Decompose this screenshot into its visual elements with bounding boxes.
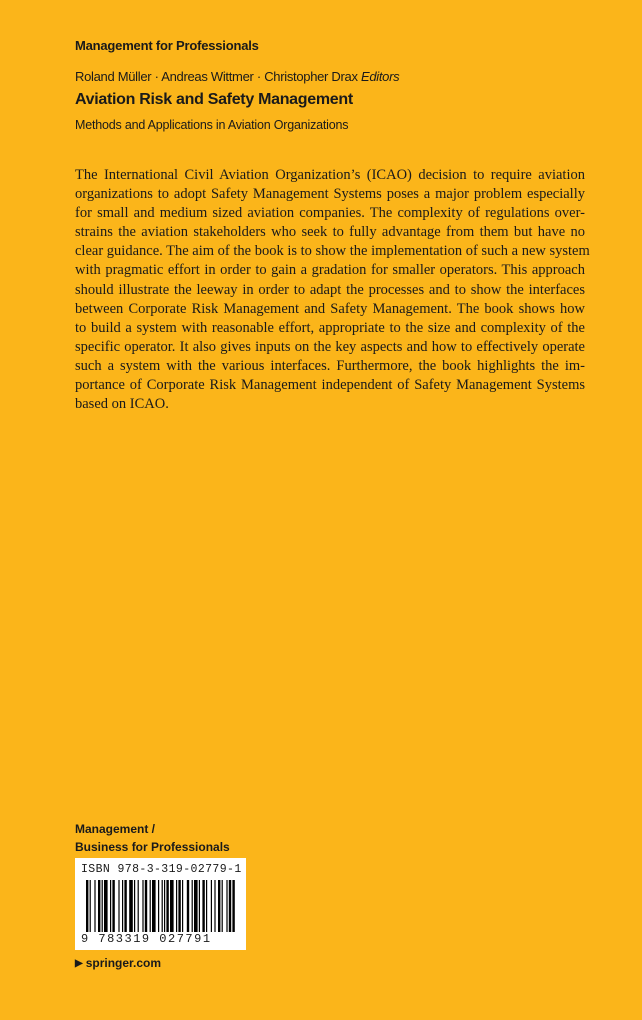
barcode-bar [211,880,212,932]
series-title: Management for Professionals [75,38,259,53]
barcode-bar [162,880,163,932]
barcode-bar [226,880,227,932]
description-line: clear guidance. The aim of the book is to show the implementation of such a new system [75,243,590,260]
barcode-bar [176,880,177,932]
category-line: Management / [75,822,156,836]
barcode-bar [232,880,234,932]
barcode-bar [129,880,133,932]
description-line: specific operator. It also gives inputs on the key aspects and how to effectively operate [75,338,585,355]
barcode-bar [164,880,165,932]
barcode-bar [152,880,156,932]
barcode-bar [199,880,200,932]
barcode-bar [150,880,151,932]
barcode-bar [206,880,207,932]
barcode-bar [218,880,220,932]
barcode-bar [187,880,189,932]
barcode-bar [229,880,231,932]
description-line: between Corporate Risk Management and Safety Management. The book shows how [75,300,585,317]
barcode-number: 9 783319 027791 [81,932,212,946]
editor-names: Roland Müller · Andreas Wittmer · Christopher Drax [75,69,358,84]
description-line: with pragmatic effort in order to gain a gradation for smaller operators. This approach [75,262,585,279]
barcode-bar [178,880,180,932]
barcode-bar [134,880,135,932]
description-line: to build a system with reasonable effort, appropriate to the size and complexity of the [75,319,585,336]
description-line: based on ICAO. [75,396,169,413]
book-description [75,166,590,414]
description-line: for small and medium sized aviation companies. The complexity of regulations over- [75,205,585,222]
book-title: Aviation Risk and Safety Management [75,91,353,108]
description-line: The International Civil Aviation Organization’s (ICAO) decision to require aviation [75,167,585,183]
barcode-bar [166,880,168,932]
barcode-bar [110,880,111,932]
description-line: should illustrate the leeway in order to adapt the processes and to show the interfaces [75,281,585,298]
barcode-bar [122,880,123,932]
barcode-bar [102,880,103,932]
description-line: such a system with the various interfaces. Furthermore, the book highlights the im- [75,357,585,374]
barcode-bar [222,880,223,932]
arrow-icon: ▶ [75,957,83,969]
barcode-bar [192,880,193,932]
category-line: Business for Professionals [75,839,230,854]
book-subtitle: Methods and Applications in Aviation Organizations [75,118,349,132]
barcode-bar [170,880,174,932]
editors-line [75,69,399,84]
barcode-bar [118,880,119,932]
barcode-bar [104,880,108,932]
description-line: strains the aviation stakeholders who seek to fully advantage from them but have no [75,224,585,241]
editors-role: Editors [360,69,400,84]
barcode-bar [194,880,198,932]
barcode-bars [86,880,238,932]
barcode-bar [98,880,100,932]
barcode-bar [86,880,88,932]
barcode-bar [142,880,143,932]
isbn-label: ISBN 978-3-319-02779-1 [81,863,242,876]
barcode-bar [182,880,183,932]
barcode-bar [90,880,91,932]
barcode-bar [112,880,114,932]
barcode-bar [145,880,147,932]
publisher-website[interactable] [75,956,161,970]
barcode-bar [202,880,204,932]
barcode-bar [94,880,95,932]
isbn-barcode [75,858,246,950]
description-line: portance of Corporate Risk Management independent of Safety Management Systems [75,377,585,394]
barcode-bar [214,880,215,932]
barcode-bar [158,880,159,932]
subject-category [75,821,230,856]
barcode-bar [124,880,126,932]
description-line: organizations to adopt Safety Management Systems poses a major problem especially [75,186,585,203]
website-label: springer.com [85,956,162,970]
barcode-bar [138,880,139,932]
